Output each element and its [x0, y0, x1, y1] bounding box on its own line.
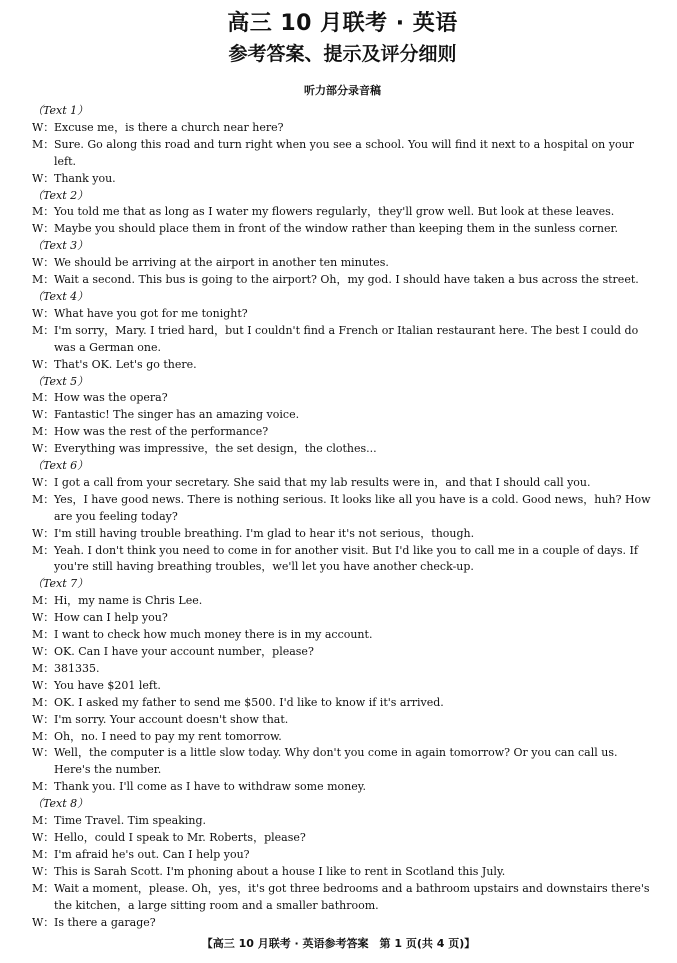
speaker-label: W： — [32, 526, 55, 540]
dialogue-line — [32, 593, 653, 610]
dialogue-line — [32, 830, 653, 847]
speaker-label: M： — [32, 205, 55, 219]
speaker-label: W： — [32, 357, 55, 371]
speaker-label: W： — [32, 746, 55, 760]
dialogue-line — [32, 712, 653, 729]
utterance-text: Time Travel. Tim speaking. — [54, 814, 207, 828]
utterance-text: Fantastic! The singer has an amazing voice. — [54, 408, 300, 422]
utterance-text: How was the rest of the performance? — [54, 425, 269, 439]
utterance-text: You told me that as long as I water my flowers regularly，they'll grow well. But look at these leaves. — [54, 205, 615, 219]
dialogue-line — [32, 492, 653, 526]
utterance-text: I'm still having trouble breathing. I'm glad to hear it's not serious，though. — [54, 526, 475, 540]
utterance-text: I got a call from your secretary. She said that my lab results were in，and that I should call you. — [54, 475, 591, 489]
speaker-label: W： — [32, 306, 55, 320]
dialogue-line — [32, 221, 653, 238]
listening-transcript — [32, 103, 653, 931]
dialogue-line — [32, 306, 653, 323]
speaker-label: W： — [32, 171, 55, 185]
dialogue-line — [32, 881, 653, 915]
dialogue-line — [32, 543, 653, 577]
utterance-text: Yeah. I don't think you need to come in for another visit. But I'd like you to call me in a couple of days. If you're still having breathing troubles，we'll let you have another check-up. — [54, 543, 638, 574]
speaker-label: M： — [32, 661, 55, 675]
dialogue-line — [32, 171, 653, 188]
dialogue-line — [32, 475, 653, 492]
page-footer: 【高三 10 月联考 · 英语参考答案 第 1 页(共 4 页)】 — [201, 937, 476, 950]
utterance-text: We should be arriving at the airport in another ten minutes. — [54, 256, 389, 270]
dialogue-line — [32, 695, 653, 712]
dialogue-line — [32, 120, 653, 137]
dialogue-line — [32, 915, 653, 932]
utterance-text: OK. Can I have your account number，please? — [54, 645, 314, 658]
speaker-label: W： — [32, 915, 55, 929]
speaker-label: M： — [32, 492, 55, 506]
text-heading: （Text 4） — [32, 289, 89, 303]
dialogue-line — [32, 847, 653, 864]
utterance-text: How was the opera? — [54, 391, 168, 405]
speaker-label: W： — [32, 408, 55, 422]
text-heading: （Text 3） — [32, 239, 89, 253]
speaker-label: W： — [32, 830, 55, 844]
dialogue-line — [32, 137, 653, 171]
utterance-text: What have you got for me tonight? — [54, 306, 248, 320]
utterance-text: Maybe you should place them in front of the window rather than keeping them in the sunless corner. — [54, 222, 619, 236]
speaker-label: W： — [32, 864, 55, 878]
speaker-label: W： — [32, 442, 55, 456]
utterance-text: Sure. Go along this road and turn right when you see a school. You will find it next to a hospital on your left. — [54, 137, 634, 168]
utterance-text: Thank you. I'll come as I have to withdraw some money. — [54, 780, 367, 794]
text-heading: （Text 8） — [32, 797, 89, 811]
dialogue-line — [32, 357, 653, 374]
utterance-text: Well，the computer is a little slow today. Why don't you come in again tomorrow? Or you can call us. Here's the number. — [54, 746, 618, 777]
text-heading: （Text 7） — [32, 577, 89, 591]
utterance-text: This is Sarah Scott. I'm phoning about a house I like to rent in Scotland this July. — [54, 864, 506, 878]
utterance-text: Yes，I have good news. There is nothing serious. It looks like all you have is a cold. Good news，huh? How are you feeling today? — [54, 492, 651, 523]
dialogue-line — [32, 441, 653, 458]
utterance-text: 381335. — [54, 661, 100, 675]
utterance-text: Wait a second. This bus is going to the airport? Oh，my god. I should have taken a bus across the street. — [54, 273, 639, 287]
dialogue-line — [32, 813, 653, 830]
speaker-label: M： — [32, 729, 55, 743]
speaker-label: W： — [32, 645, 55, 658]
dialogue-line — [32, 779, 653, 796]
utterance-text: Oh，no. I need to pay my rent tomorrow. — [54, 729, 282, 743]
dialogue-line — [32, 272, 653, 289]
utterance-text: Excuse me，is there a church near here? — [54, 120, 284, 134]
utterance-text: Hello，could I speak to Mr. Roberts，please? — [54, 830, 306, 844]
dialogue-line — [32, 729, 653, 746]
utterance-text: I want to check how much money there is in my account. — [54, 628, 373, 642]
utterance-text: Everything was impressive，the set design，the clothes... — [54, 442, 377, 456]
section-title: 听力部分录音稿 — [304, 84, 381, 97]
speaker-label: W： — [32, 611, 55, 625]
dialogue-line — [32, 424, 653, 441]
utterance-text: You have $201 left. — [54, 678, 161, 692]
dialogue-line — [32, 627, 653, 644]
speaker-label: M： — [32, 881, 55, 895]
speaker-label: M： — [32, 594, 55, 608]
text-heading: （Text 1） — [32, 104, 89, 117]
text-heading: （Text 6） — [32, 459, 89, 473]
utterance-text: Hi，my name is Chris Lee. — [54, 594, 203, 608]
dialogue-line — [32, 390, 653, 407]
text-heading: （Text 5） — [32, 374, 89, 388]
speaker-label: W： — [32, 678, 55, 692]
speaker-label: M： — [32, 273, 55, 287]
dialogue-line — [32, 864, 653, 881]
utterance-text: I'm sorry，Mary. I tried hard，but I couldn't find a French or Italian restaurant here. The best I could do was a German one. — [54, 323, 639, 354]
speaker-label: M： — [32, 814, 55, 828]
utterance-text: Thank you. — [54, 171, 116, 185]
dialogue-line — [32, 255, 653, 272]
utterance-text: Wait a moment，please. Oh，yes，it's got three bedrooms and a bathroom upstairs and downstairs there's the kitchen，a large sitting room and a smaller bathroom. — [54, 881, 650, 912]
utterance-text: Is there a garage? — [54, 915, 156, 929]
speaker-label: M： — [32, 323, 55, 337]
utterance-text: How can I help you? — [54, 611, 168, 625]
speaker-label: M： — [32, 628, 55, 642]
dialogue-line — [32, 610, 653, 627]
speaker-label: M： — [32, 391, 55, 405]
page-title: 高三 10 月联考 · 英语 — [227, 11, 458, 36]
text-heading: （Text 2） — [32, 188, 89, 202]
speaker-label: W： — [32, 256, 55, 270]
dialogue-line — [32, 644, 653, 661]
speaker-label: M： — [32, 425, 55, 439]
utterance-text: That's OK. Let's go there. — [54, 357, 197, 371]
dialogue-line — [32, 661, 653, 678]
speaker-label: W： — [32, 222, 55, 236]
speaker-label: M： — [32, 780, 55, 794]
speaker-label: W： — [32, 475, 55, 489]
utterance-text: I'm afraid he's out. Can I help you? — [54, 847, 250, 861]
speaker-label: W： — [32, 120, 55, 134]
dialogue-line — [32, 678, 653, 695]
speaker-label: M： — [32, 695, 55, 709]
speaker-label: M： — [32, 137, 55, 151]
dialogue-line — [32, 526, 653, 543]
dialogue-line — [32, 323, 653, 357]
page-subtitle: 参考答案、提示及评分细则 — [228, 43, 457, 65]
dialogue-line — [32, 407, 653, 424]
utterance-text: OK. I asked my father to send me $500. I'd like to know if it's arrived. — [54, 695, 444, 709]
utterance-text: I'm sorry. Your account doesn't show that. — [54, 712, 289, 726]
dialogue-line — [32, 745, 653, 779]
dialogue-line — [32, 204, 653, 221]
speaker-label: M： — [32, 543, 55, 557]
speaker-label: W： — [32, 712, 55, 726]
speaker-label: M： — [32, 847, 55, 861]
